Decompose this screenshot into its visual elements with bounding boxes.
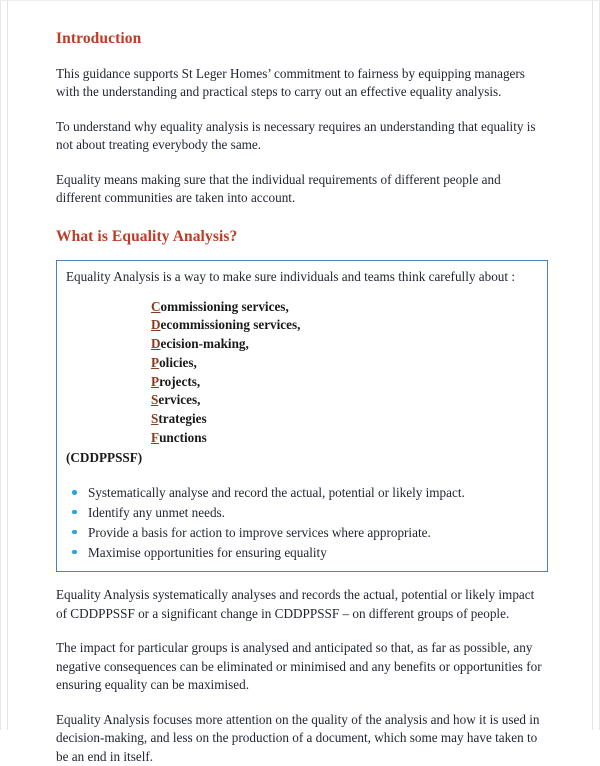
spacer (56, 695, 548, 711)
spacer (56, 572, 548, 586)
acronym-rest: trategies (158, 410, 207, 426)
spacer (56, 49, 548, 65)
list-item (88, 483, 538, 503)
list-item (88, 543, 538, 563)
bullet-dot-icon (72, 490, 77, 495)
introduction-heading: Introduction (56, 30, 142, 47)
spacer (56, 102, 548, 118)
bullet-text: Identify any unmet needs. (88, 504, 225, 520)
acronym-initial: P (151, 354, 160, 370)
bullet-text: Provide a basis for action to improve services where appropriate. (88, 524, 431, 540)
list-item (151, 298, 538, 317)
bullet-text: Systematically analyse and record the actual, potential or likely impact. (88, 485, 465, 501)
acronym-rest: olicies, (159, 354, 197, 370)
callout-intro-text: Equality Analysis is a way to make sure individuals and teams think carefully about : (66, 269, 516, 285)
bullet-dot-icon (72, 530, 77, 535)
spacer (56, 155, 548, 171)
introduction-paragraph-3: Equality means making sure that the individual requirements of different people and different communities are taken into account. (56, 171, 501, 206)
acronym-item-list (66, 298, 538, 448)
equality-analysis-callout-box (56, 260, 548, 572)
acronym-initial: S (151, 392, 159, 408)
list-item (151, 429, 538, 448)
acronym-rest: ervices, (158, 392, 201, 408)
list-item (151, 410, 538, 429)
list-item (151, 316, 538, 335)
list-item (88, 523, 538, 543)
callout-bullet-list (66, 483, 538, 562)
what-is-equality-analysis-heading: What is Equality Analysis? (56, 227, 238, 245)
spacer (56, 246, 548, 260)
bullet-text: Maximise opportunities for ensuring equality (88, 544, 327, 560)
spacer (56, 623, 548, 639)
acronym-initial: S (151, 410, 159, 426)
acronym-initial: D (151, 317, 161, 333)
post-callout-paragraph-2: The impact for particular groups is analysed and anticipated so that, as far as possible, any negative consequences can be eliminated or minimised and any benefits or opportunities for ensuring equality can be maximised. (56, 640, 542, 693)
acronym-rest: ommissioning services, (160, 298, 289, 314)
bullet-dot-icon (72, 550, 77, 555)
list-item (88, 503, 538, 523)
acronym-rest: ecision-making, (160, 336, 249, 352)
acronym-rest: unctions (159, 429, 207, 445)
list-item (151, 373, 538, 392)
acronym-initial: P (151, 373, 160, 389)
acronym-initial: D (151, 336, 161, 352)
list-item (151, 354, 538, 373)
acronym-initial: C (151, 298, 161, 314)
post-callout-paragraph-1: Equality Analysis systematically analyses and records the actual, potential or likely impact of CDDPPSSF or a significant change in CDDPPSSF – on different groups of people. (56, 587, 535, 621)
introduction-paragraph-1: This guidance supports St Leger Homes’ commitment to fairness by equipping managers with the understanding and practical steps to carry out an effective equality analysis. (56, 65, 525, 100)
acronym-abbreviation: (CDDPPSSF) (66, 450, 143, 466)
spacer (56, 208, 548, 228)
post-callout-paragraph-3: Equality Analysis focuses more attention on the quality of the analysis and how it is used in decision-making, and less on the production of a document, which some may have taken to be an end in itself. (56, 711, 540, 764)
acronym-rest: rojects, (159, 373, 201, 389)
list-item (151, 335, 538, 354)
introduction-paragraph-2: To understand why equality analysis is necessary requires an understanding that equality is not about treating everybody the same. (56, 118, 536, 153)
bullet-dot-icon (72, 510, 77, 515)
acronym-initial: F (151, 429, 160, 445)
acronym-rest: ecommissioning services, (160, 317, 301, 333)
list-item (151, 391, 538, 410)
